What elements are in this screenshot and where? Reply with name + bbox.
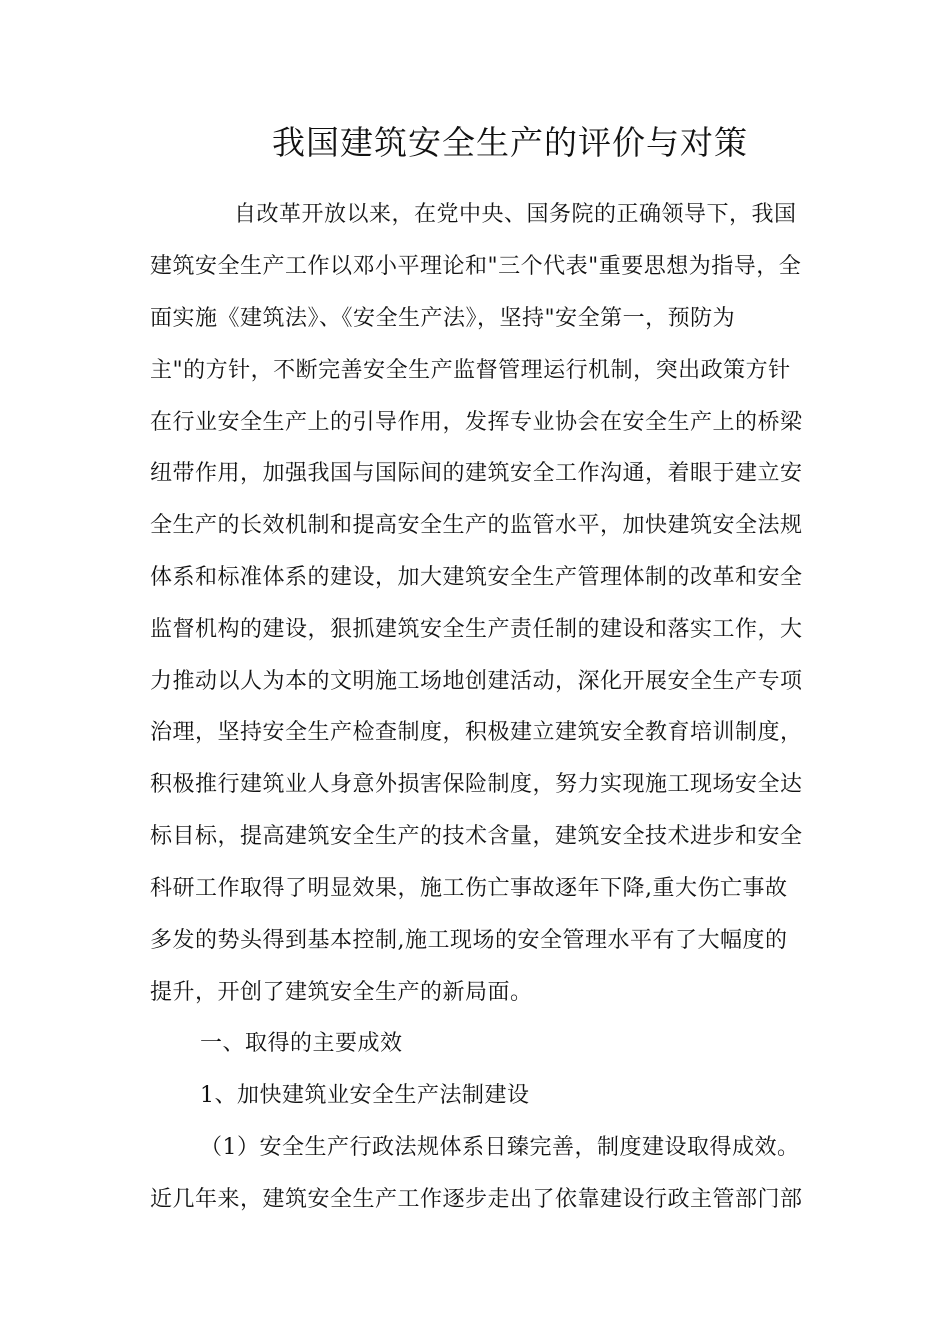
paragraph-line: 标目标，提高建筑安全生产的技术含量，建筑安全技术进步和安全 (150, 824, 803, 849)
paragraph-line: 纽带作用，加强我国与国际间的建筑安全工作沟通，着眼于建立安 (150, 461, 803, 486)
paragraph-line: 自改革开放以来，在党中央、国务院的正确领导下，我国 (234, 202, 797, 227)
paragraph-line: 体系和标准体系的建设，加大建筑安全生产管理体制的改革和安全 (150, 565, 803, 590)
paragraph-line: 建筑安全生产工作以邓小平理论和"三个代表"重要思想为指导，全 (150, 254, 802, 279)
paragraph-line: （1）安全生产行政法规体系日臻完善，制度建设取得成效。 (200, 1135, 800, 1160)
paragraph-line: 提升，开创了建筑安全生产的新局面。 (150, 980, 533, 1005)
paragraph-line: 面实施《建筑法》、《安全生产法》，坚持"安全第一，预防为 (150, 306, 736, 331)
paragraph-line: 积极推行建筑业人身意外损害保险制度，努力实现施工现场安全达 (150, 772, 803, 797)
subsection-heading: 1、加快建筑业安全生产法制建设 (200, 1083, 530, 1108)
document-title: 我国建筑安全生产的评价与对策 (272, 123, 748, 162)
paragraph-line: 监督机构的建设，狠抓建筑安全生产责任制的建设和落实工作，大 (150, 617, 803, 642)
section-heading: 一、取得的主要成效 (200, 1031, 403, 1056)
paragraph-line: 近几年来，建筑安全生产工作逐步走出了依靠建设行政主管部门部 (150, 1187, 803, 1212)
paragraph-line: 治理，坚持安全生产检查制度，积极建立建筑安全教育培训制度， (150, 720, 803, 745)
paragraph-line: 主"的方针，不断完善安全生产监督管理运行机制，突出政策方针 (150, 358, 791, 383)
paragraph-line: 科研工作取得了明显效果，施工伤亡事故逐年下降,重大伤亡事故 (150, 876, 788, 901)
paragraph-line: 在行业安全生产上的引导作用，发挥专业协会在安全生产上的桥梁 (150, 410, 803, 435)
paragraph-line: 力推动以人为本的文明施工场地创建活动，深化开展安全生产专项 (150, 669, 803, 694)
paragraph-line: 多发的势头得到基本控制,施工现场的安全管理水平有了大幅度的 (150, 928, 788, 953)
paragraph-line: 全生产的长效机制和提高安全生产的监管水平，加快建筑安全法规 (150, 513, 803, 538)
